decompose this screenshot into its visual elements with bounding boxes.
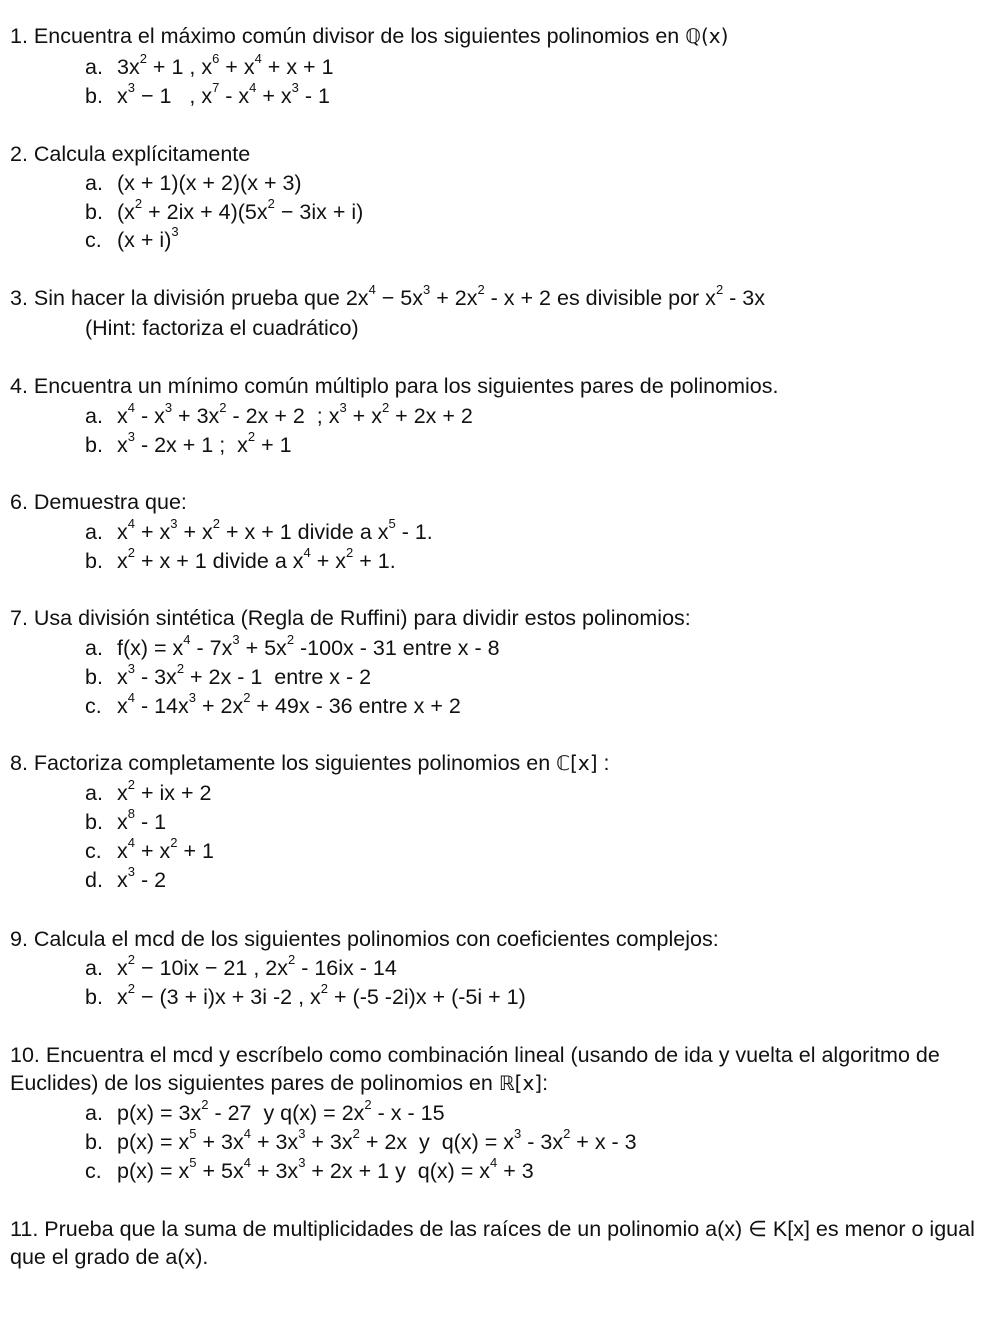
- q4-title: 4. Encuentra un mínimo común múltiplo para los siguientes pares de polinomios.: [10, 374, 779, 398]
- q7-c-exp: 3: [188, 689, 196, 705]
- q6-b-part: + x + 1 divide a x: [134, 549, 304, 573]
- q10-item-a: [85, 1096, 445, 1127]
- q10-b-part: - 3x: [521, 1130, 564, 1154]
- q10-c-part: + 2x + 1 y q(x) = x: [305, 1159, 491, 1183]
- q1-a-exp: 6: [212, 50, 220, 66]
- q7-c-part: x: [117, 694, 128, 718]
- q2-b-label: b.: [85, 200, 103, 224]
- q9-b-part: − (3 + i)x + 3i -2 , x: [134, 985, 321, 1009]
- q6-a-exp: 3: [170, 515, 178, 531]
- q2-b-part: (x: [117, 200, 135, 224]
- q8-b-part: x: [117, 810, 128, 834]
- q4-b-label: b.: [85, 433, 103, 457]
- q1-b-exp: 7: [212, 79, 220, 95]
- q6-a-part: + x: [177, 520, 213, 544]
- q10-b-label: b.: [85, 1130, 103, 1154]
- q10-c-exp: 4: [490, 1154, 498, 1170]
- q6-b-exp: 2: [127, 544, 135, 560]
- q6-a-exp: 5: [388, 515, 396, 531]
- q7-c-part: - 14x: [134, 694, 189, 718]
- q3-part: − 5x: [375, 286, 424, 310]
- q4-b-part: + 1: [255, 433, 292, 457]
- q1-a-exp: 4: [254, 50, 262, 66]
- q8-item-b: [85, 805, 167, 836]
- q2-c-part: (x + i): [117, 228, 172, 252]
- q10-title: [10, 1041, 975, 1097]
- q7-a-exp: 3: [232, 631, 240, 647]
- q10-b-exp: 5: [189, 1125, 197, 1141]
- q4-b-exp: 3: [127, 428, 135, 444]
- q1-b-exp: 3: [291, 79, 299, 95]
- q2-b-part: + 2ix + 4)(5x: [142, 200, 268, 224]
- q8-title-post: :: [597, 751, 610, 775]
- q8-b-exp: 8: [127, 805, 135, 821]
- q1-title: [10, 22, 728, 50]
- q8-a-part: x: [117, 781, 128, 805]
- q1-a-label: a.: [85, 55, 103, 79]
- q3-title: [10, 281, 765, 312]
- q8-d-part: - 2: [134, 868, 167, 892]
- q6-a-part: + x: [134, 520, 171, 544]
- q4-item-b: [85, 428, 292, 459]
- q9-a-part: - 16ix - 14: [295, 956, 397, 980]
- q7-c-part: + 49x - 36 entre x + 2: [250, 694, 461, 718]
- q9-a-part: − 10ix − 21 , 2x: [134, 956, 288, 980]
- q9-a-exp: 2: [287, 951, 296, 967]
- q4-b-part: x: [117, 433, 128, 457]
- q1-b-part: − 1: [134, 84, 172, 108]
- q3-exp: 3: [423, 281, 431, 297]
- q11-text: 11. Prueba que la suma de multiplicidades de las raíces de un polinomio a(x) ∈ K[x] es menor o igual que el grado de a(x).: [10, 1217, 975, 1269]
- q8-c-part: + 1: [177, 839, 214, 863]
- q6-a-label: a.: [85, 520, 103, 544]
- q6-b-label: b.: [85, 549, 103, 573]
- q7-item-b: [85, 660, 372, 691]
- q10-b-part: + 3x: [305, 1130, 353, 1154]
- q3-exp: 2: [715, 281, 724, 297]
- q10-c-exp: 4: [243, 1154, 251, 1170]
- q10-b-part: + 2x y q(x) = x: [359, 1130, 515, 1154]
- q2-c-exp: 3: [171, 223, 179, 239]
- q7-b-exp: 2: [176, 660, 185, 676]
- q2-item-a: [85, 169, 302, 197]
- q4-a-part: x: [117, 404, 128, 428]
- q2-b-exp: 2: [267, 195, 275, 211]
- q8-c-part: x: [117, 839, 128, 863]
- q3-hint: (Hint: factoriza el cuadrático): [85, 316, 359, 340]
- q1-b-part: x: [201, 84, 213, 108]
- q8-a-part: + ix + 2: [134, 781, 212, 805]
- q7-c-part: + 2x: [196, 694, 244, 718]
- q1-b-exp: 3: [127, 79, 135, 95]
- q9-a-exp: 2: [127, 951, 135, 967]
- q10-b-part: + 3x: [196, 1130, 244, 1154]
- q7-c-exp: 4: [127, 689, 135, 705]
- q2-b-exp: 2: [134, 195, 143, 211]
- q8-item-d: [85, 863, 167, 894]
- q8-b-label: b.: [85, 810, 103, 834]
- q2-c-label: c.: [85, 228, 102, 252]
- q1-b-part: - x: [219, 84, 250, 108]
- q10-b-exp: 3: [298, 1125, 306, 1141]
- q8-d-part: x: [117, 868, 128, 892]
- q1-a-part: + 1: [146, 55, 184, 79]
- q3-exp: 2: [477, 281, 485, 297]
- q10-b-part: p(x) = x: [117, 1130, 190, 1154]
- q3-part: - x + 2 es divisible por x: [484, 286, 716, 310]
- q10-a-label: a.: [85, 1101, 103, 1125]
- q6-b-exp: 2: [346, 544, 354, 560]
- q10-b-exp: 3: [514, 1125, 522, 1141]
- q8-d-exp: 3: [127, 863, 135, 879]
- q7-a-part: + 5x: [239, 636, 287, 660]
- q2-a-text: (x + 1)(x + 2)(x + 3): [117, 171, 302, 195]
- q10-c-part: + 3: [497, 1159, 534, 1183]
- q8-a-exp: 2: [127, 776, 135, 792]
- q4-a-exp: 3: [164, 399, 173, 415]
- q3-part: + 2x: [430, 286, 478, 310]
- q2-title: 2. Calcula explícitamente: [10, 142, 251, 166]
- q8-item-c: [85, 834, 214, 865]
- q10-a-exp: 2: [201, 1096, 209, 1112]
- q6-a-part: + x + 1 divide a x: [219, 520, 389, 544]
- q4-a-part: - 2x + 2 ; x: [226, 404, 340, 428]
- q9-b-part: x: [117, 985, 128, 1009]
- q1-item-a: [85, 50, 334, 81]
- q6-a-part: - 1.: [395, 520, 433, 544]
- q10-title-text: 10. Encuentra el mcd y escríbelo como combinación lineal (usando de ida y vuelta el algoritmo de Euclides) de los siguientes pares de polinomios en: [10, 1043, 940, 1095]
- q4-a-exp: 2: [219, 399, 227, 415]
- q1-b-part: x: [117, 84, 128, 108]
- q4-b-part: - 2x + 1 ; x: [134, 433, 248, 457]
- q7-a-part: f(x) = x: [117, 636, 184, 660]
- q1-b-exp: 4: [249, 79, 257, 95]
- q10-b-exp: 4: [243, 1125, 251, 1141]
- q4-a-part: - x: [134, 404, 165, 428]
- q9-item-b: [85, 980, 526, 1011]
- q6-a-part: x: [117, 520, 128, 544]
- q10-a-exp: 2: [364, 1096, 372, 1112]
- q8-title: [10, 749, 610, 777]
- q6-b-part: x: [117, 549, 128, 573]
- q10-c-exp: 5: [189, 1154, 197, 1170]
- q9-a-part: x: [117, 956, 128, 980]
- q7-a-label: a.: [85, 636, 103, 660]
- q1-a-part: 3x: [117, 55, 140, 79]
- q8-title-text: 8. Factoriza completamente los siguientes polinomios en: [10, 751, 557, 775]
- q4-b-exp: 2: [247, 428, 256, 444]
- q8-c-label: c.: [85, 839, 102, 863]
- q10-a-part: - x - 15: [371, 1101, 445, 1125]
- q6-b-part: + x: [310, 549, 346, 573]
- q9-b-exp: 2: [127, 980, 135, 996]
- q10-b-exp: 2: [352, 1125, 360, 1141]
- q2-item-b: [85, 195, 364, 226]
- q10-b-part: + 3x: [250, 1130, 299, 1154]
- q10-field: ℝ[x]: [498, 1071, 543, 1095]
- q3-part: - 3x: [723, 286, 765, 310]
- q10-c-part: p(x) = x: [117, 1159, 190, 1183]
- q7-a-part: - 7x: [190, 636, 233, 660]
- q10-item-c: [85, 1154, 534, 1185]
- q2-item-c: [85, 223, 179, 254]
- q10-b-part: + x - 3: [570, 1130, 637, 1154]
- q1-b-part: - 1: [298, 84, 330, 108]
- q6-title: 6. Demuestra que:: [10, 490, 187, 514]
- q9-b-label: b.: [85, 985, 103, 1009]
- q8-item-a: [85, 776, 212, 807]
- q8-c-exp: 2: [170, 834, 178, 850]
- q10-b-exp: 2: [563, 1125, 571, 1141]
- q10-a-part: p(x) = 3x: [117, 1101, 202, 1125]
- q1-a-part: + x + 1: [261, 55, 334, 79]
- q6-a-exp: 4: [127, 515, 135, 531]
- q8-c-part: + x: [134, 839, 171, 863]
- q7-a-part: -100x - 31 entre x - 8: [294, 636, 500, 660]
- q4-item-a: [85, 399, 473, 430]
- q7-b-exp: 3: [127, 660, 135, 676]
- q10-c-part: + 5x: [196, 1159, 244, 1183]
- q1-field: ℚ(x): [685, 24, 729, 48]
- q1-a-part: x: [201, 55, 213, 79]
- q7-b-label: b.: [85, 665, 103, 689]
- q3-exp: 4: [368, 281, 376, 297]
- q7-a-exp: 4: [183, 631, 191, 647]
- q9-item-a: [85, 951, 397, 982]
- q10-a-part: - 27 y q(x) = 2x: [208, 1101, 365, 1125]
- q1-b-part: + x: [256, 84, 292, 108]
- q7-c-label: c.: [85, 694, 102, 718]
- q1-a-sep: ,: [183, 55, 202, 79]
- q3-part: 3. Sin hacer la división prueba que 2x: [10, 286, 369, 310]
- q8-b-part: - 1: [134, 810, 167, 834]
- q6-item-a: [85, 515, 433, 546]
- q7-title: 7. Usa división sintética (Regla de Ruffini) para dividir estos polinomios:: [10, 606, 691, 630]
- q7-b-part: x: [117, 665, 128, 689]
- q10-item-b: [85, 1125, 637, 1156]
- q7-item-c: [85, 689, 461, 720]
- q9-a-label: a.: [85, 956, 103, 980]
- q1-b-sep: ,: [171, 84, 202, 108]
- q1-a-part: + x: [219, 55, 255, 79]
- q9-b-exp: 2: [320, 980, 329, 996]
- q4-a-exp: 4: [127, 399, 135, 415]
- q7-b-part: - 3x: [134, 665, 177, 689]
- q7-a-exp: 2: [286, 631, 295, 647]
- q10-c-label: c.: [85, 1159, 102, 1183]
- q6-b-part: + 1.: [353, 549, 396, 573]
- q1-item-b: [85, 79, 330, 110]
- q6-a-exp: 2: [212, 515, 220, 531]
- q7-c-exp: 2: [243, 689, 251, 705]
- q10-c-part: + 3x: [250, 1159, 299, 1183]
- q8-d-label: d.: [85, 868, 103, 892]
- q1-title-text: 1. Encuentra el máximo común divisor de los siguientes polinomios en: [10, 24, 686, 48]
- q4-a-part: + 2x + 2: [389, 404, 473, 428]
- q8-field: ℂ[x]: [556, 751, 598, 775]
- q7-item-a: [85, 631, 500, 662]
- q4-a-exp: 2: [381, 399, 390, 415]
- q6-b-exp: 4: [303, 544, 311, 560]
- q8-c-exp: 4: [127, 834, 135, 850]
- q4-a-exp: 3: [339, 399, 347, 415]
- q4-a-part: + x: [346, 404, 382, 428]
- q1-b-label: b.: [85, 84, 103, 108]
- q9-b-part: + (-5 -2i)x + (-5i + 1): [328, 985, 526, 1009]
- q4-a-label: a.: [85, 404, 103, 428]
- q1-a-exp: 2: [139, 50, 147, 66]
- q10-c-exp: 3: [298, 1154, 306, 1170]
- q10-title-post: :: [542, 1071, 549, 1095]
- q2-b-part: − 3ix + i): [274, 200, 364, 224]
- q9-title: 9. Calcula el mcd de los siguientes polinomios con coeficientes complejos:: [10, 927, 719, 951]
- q6-item-b: [85, 544, 396, 575]
- q4-a-part: + 3x: [172, 404, 220, 428]
- q2-a-label: a.: [85, 171, 103, 195]
- q8-a-label: a.: [85, 781, 103, 805]
- q7-b-part: + 2x - 1 entre x - 2: [184, 665, 372, 689]
